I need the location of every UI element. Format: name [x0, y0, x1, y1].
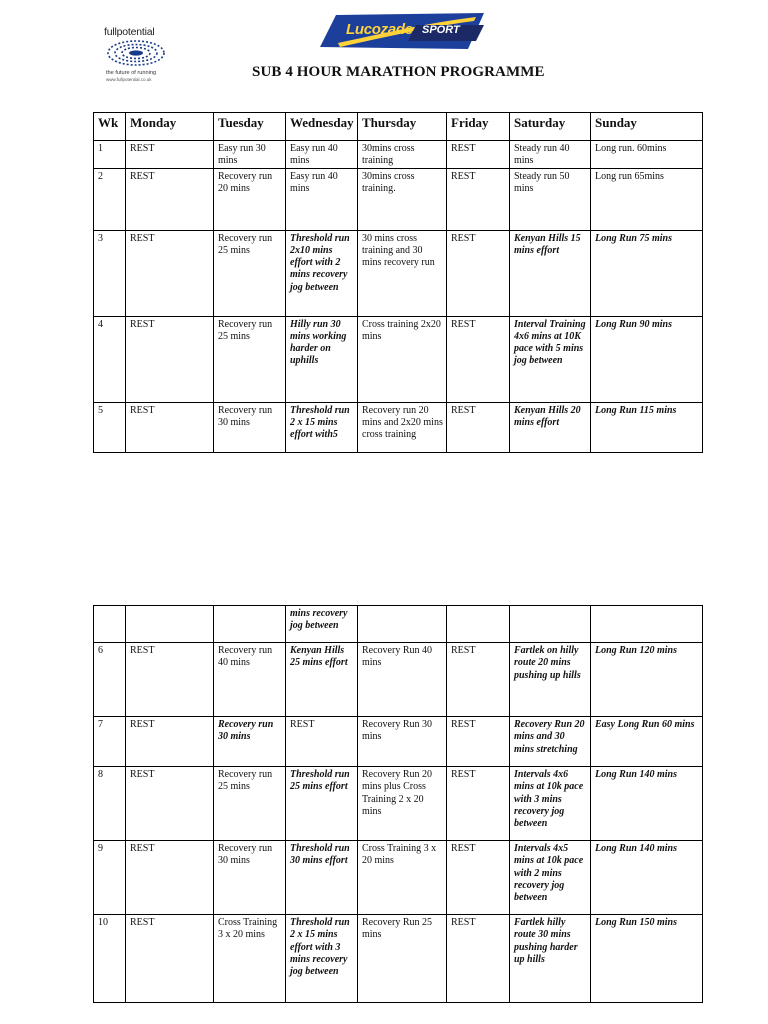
cell-friday: REST [447, 168, 510, 230]
cell-week: 3 [94, 230, 126, 316]
cell-saturday [510, 606, 591, 643]
header-thursday: Thursday [358, 113, 447, 141]
cell-tuesday: Cross Training 3 x 20 mins [214, 915, 286, 1003]
cell-tuesday: Recovery run 25 mins [214, 230, 286, 316]
cell-thursday: 30mins cross training [358, 141, 447, 169]
cell-saturday: Kenyan Hills 20 mins effort [510, 402, 591, 452]
cell-monday: REST [126, 767, 214, 841]
table-row [94, 402, 703, 452]
cell-friday: REST [447, 230, 510, 316]
cell-week [94, 606, 126, 643]
cell-wednesday: Easy run 40 mins [286, 168, 358, 230]
cell-saturday: Steady run 50 mins [510, 168, 591, 230]
lucozade-sport-logo [316, 9, 488, 54]
cell-wednesday: REST [286, 717, 358, 767]
cell-sunday: Long Run 120 mins [591, 643, 703, 717]
cell-tuesday: Recovery run 20 mins [214, 168, 286, 230]
fullpotential-logo [104, 26, 174, 86]
cell-friday: REST [447, 717, 510, 767]
cell-tuesday: Easy run 30 mins [214, 141, 286, 169]
cell-friday: REST [447, 915, 510, 1003]
cell-week: 8 [94, 767, 126, 841]
cell-week: 10 [94, 915, 126, 1003]
cell-wednesday: Easy run 40 mins [286, 141, 358, 169]
cell-monday: REST [126, 915, 214, 1003]
cell-thursday [358, 606, 447, 643]
cell-wednesday: Hilly run 30 mins working harder on uphills [286, 316, 358, 402]
cell-saturday: Intervals 4x5 mins at 10k pace with 2 mins recovery jog between [510, 841, 591, 915]
cell-thursday: Recovery Run 40 mins [358, 643, 447, 717]
cell-monday: REST [126, 316, 214, 402]
table-header-row [94, 113, 703, 141]
header-wednesday: Wednesday [286, 113, 358, 141]
header-sunday: Sunday [591, 113, 703, 141]
cell-sunday: Long run 65mins [591, 168, 703, 230]
cell-monday: REST [126, 168, 214, 230]
table-row [94, 841, 703, 915]
cell-sunday: Long Run 140 mins [591, 841, 703, 915]
training-table-weeks-6-10 [93, 605, 703, 1003]
lucozade-sport-text: SPORT [422, 24, 460, 36]
cell-saturday: Recovery Run 20 mins and 30 mins stretching [510, 717, 591, 767]
cell-tuesday: Recovery run 25 mins [214, 316, 286, 402]
table-row [94, 915, 703, 1003]
table-row [94, 717, 703, 767]
fullpotential-tagline: the future of running [106, 70, 157, 76]
fullpotential-logo-name: fullpotential [104, 26, 155, 38]
cell-sunday: Long Run 140 mins [591, 767, 703, 841]
cell-sunday [591, 606, 703, 643]
cell-thursday: Cross Training 3 x 20 mins [358, 841, 447, 915]
table-row [94, 141, 703, 169]
cell-saturday: Fartlek on hilly route 20 mins pushing up hills [510, 643, 591, 717]
cell-thursday: 30mins cross training. [358, 168, 447, 230]
cell-tuesday: Recovery run 30 mins [214, 841, 286, 915]
cell-friday: REST [447, 402, 510, 452]
cell-thursday: 30 mins cross training and 30 mins recovery run [358, 230, 447, 316]
cell-wednesday: Threshold run 2x10 mins effort with 2 mins recovery jog between [286, 230, 358, 316]
cell-saturday: Steady run 40 mins [510, 141, 591, 169]
table-row [94, 230, 703, 316]
cell-sunday: Easy Long Run 60 mins [591, 717, 703, 767]
cell-sunday: Long Run 75 mins [591, 230, 703, 316]
cell-monday: REST [126, 841, 214, 915]
cell-saturday: Kenyan Hills 15 mins effort [510, 230, 591, 316]
cell-week: 1 [94, 141, 126, 169]
fullpotential-swirl-icon [106, 38, 168, 68]
cell-wednesday: Threshold run 30 mins effort [286, 841, 358, 915]
cell-sunday: Long Run 90 mins [591, 316, 703, 402]
table-row [94, 767, 703, 841]
cell-wednesday: mins recovery jog between [286, 606, 358, 643]
cell-week: 9 [94, 841, 126, 915]
cell-saturday: Fartlek hilly route 30 mins pushing harder up hills [510, 915, 591, 1003]
cell-saturday: Intervals 4x6 mins at 10k pace with 3 mins recovery jog between [510, 767, 591, 841]
cell-week: 2 [94, 168, 126, 230]
cell-friday: REST [447, 841, 510, 915]
cell-sunday: Long Run 150 mins [591, 915, 703, 1003]
header-tuesday: Tuesday [214, 113, 286, 141]
cell-thursday: Recovery run 20 mins and 2x20 mins cross training [358, 402, 447, 452]
cell-tuesday: Recovery run 25 mins [214, 767, 286, 841]
cell-week: 6 [94, 643, 126, 717]
cell-wednesday: Threshold run 2 x 15 mins effort with5 [286, 402, 358, 452]
cell-monday [126, 606, 214, 643]
page-title: SUB 4 HOUR MARATHON PROGRAMME [252, 64, 545, 80]
header-week: Wk [94, 113, 126, 141]
cell-wednesday: Threshold run 25 mins effort [286, 767, 358, 841]
table-row [94, 606, 703, 643]
table-row [94, 643, 703, 717]
table-row [94, 316, 703, 402]
cell-wednesday: Kenyan Hills 25 mins effort [286, 643, 358, 717]
cell-friday: REST [447, 141, 510, 169]
training-table-weeks-1-5 [93, 112, 703, 453]
cell-saturday: Interval Training 4x6 mins at 10K pace with 5 mins jog between [510, 316, 591, 402]
lucozade-brand-text: Lucozade [346, 21, 413, 38]
cell-tuesday [214, 606, 286, 643]
cell-sunday: Long Run 115 mins [591, 402, 703, 452]
cell-monday: REST [126, 717, 214, 767]
cell-sunday: Long run. 60mins [591, 141, 703, 169]
cell-week: 5 [94, 402, 126, 452]
header-saturday: Saturday [510, 113, 591, 141]
cell-tuesday: Recovery run 40 mins [214, 643, 286, 717]
cell-wednesday: Threshold run 2 x 15 mins effort with 3 mins recovery jog between [286, 915, 358, 1003]
cell-friday [447, 606, 510, 643]
cell-thursday: Recovery Run 30 mins [358, 717, 447, 767]
cell-monday: REST [126, 141, 214, 169]
cell-week: 4 [94, 316, 126, 402]
cell-friday: REST [447, 643, 510, 717]
cell-monday: REST [126, 230, 214, 316]
cell-week: 7 [94, 717, 126, 767]
cell-friday: REST [447, 316, 510, 402]
cell-tuesday: Recovery run 30 mins [214, 402, 286, 452]
table-row [94, 168, 703, 230]
header-monday: Monday [126, 113, 214, 141]
cell-tuesday: Recovery run 30 mins [214, 717, 286, 767]
fullpotential-url: www.fullpotential.co.uk [106, 77, 152, 82]
cell-monday: REST [126, 402, 214, 452]
cell-thursday: Recovery Run 25 mins [358, 915, 447, 1003]
cell-monday: REST [126, 643, 214, 717]
cell-friday: REST [447, 767, 510, 841]
header-friday: Friday [447, 113, 510, 141]
cell-thursday: Cross training 2x20 mins [358, 316, 447, 402]
cell-thursday: Recovery Run 20 mins plus Cross Training 2 x 20 mins [358, 767, 447, 841]
